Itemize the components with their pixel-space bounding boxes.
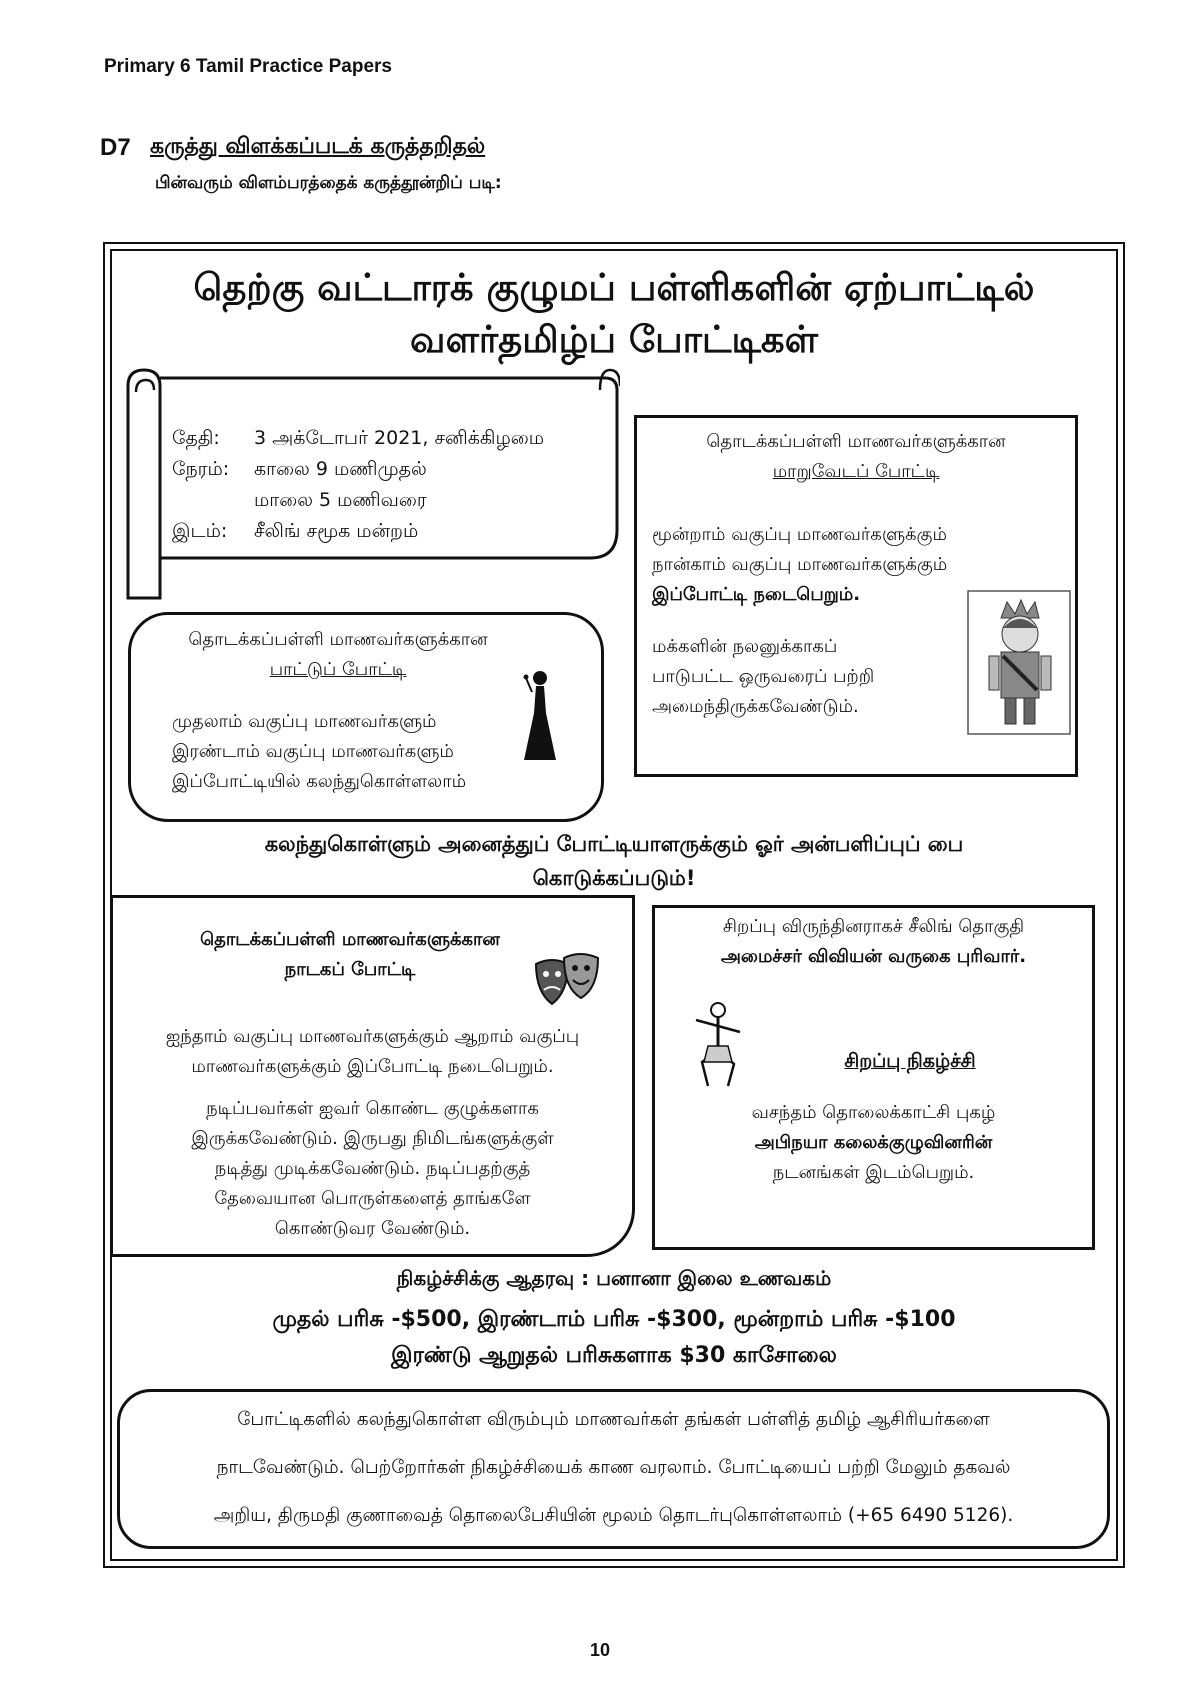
costume-contest-line-3: இப்போட்டி நடைபெறும். (652, 584, 861, 605)
drama-contest-line-7: கொண்டுவர வேண்டும். (274, 1218, 471, 1239)
song-contest-line-1: முதலாம் வகுப்பு மாணவர்களும் (172, 711, 437, 732)
dancer-icon (688, 1000, 750, 1092)
venue-label: இடம்: (172, 520, 228, 542)
special-show-details (655, 1098, 1092, 1188)
guest-line-1: சிறப்பு விருந்தினராகச் சீலிங் தொகுதி (722, 916, 1025, 937)
costume-contest-line-4: மக்களின் நலனுக்காகப் (652, 636, 838, 657)
time-value-1: காலை 9 மணிமுதல் (254, 458, 427, 480)
drama-contest-body (113, 1022, 632, 1244)
song-contest-name: பாட்டுப் போட்டி (269, 659, 407, 680)
time-value-2: மாலை 5 மணிவரை (254, 489, 427, 511)
question-title: கருத்து விளக்கப்படக் கருத்தறிதல் (150, 134, 486, 159)
guest-line-4: அபிநயா கலைக்குழுவினரின் (754, 1132, 993, 1153)
boy-costume-icon (967, 590, 1071, 735)
sponsor-line: நிகழ்ச்சிக்கு ஆதரவு : பனானா இலை உணவகம் (396, 1266, 832, 1290)
prizes-line-2: இரண்டு ஆறுதல் பரிசுகளாக $30 காசோலை (391, 1343, 837, 1368)
costume-contest-body (652, 520, 947, 610)
gift-announcement (110, 827, 1118, 895)
drama-contest-line-3: நடிப்பவர்கள் ஐவர் கொண்ட குழுக்களாக (206, 1098, 539, 1119)
costume-contest-line-6: அமைந்திருக்கவேண்டும். (652, 696, 859, 717)
contact-line-1: போட்டிகளில் கலந்துகொள்ள விரும்பும் மாணவர்கள் தங்கள் பள்ளித் தமிழ் ஆசிரியர்களை (237, 1409, 990, 1430)
drama-contest-heading: தொடக்கப்பள்ளி மாணவர்களுக்கான (200, 929, 500, 950)
date-value: 3 அக்டோபர் 2021, சனிக்கிழமை (254, 427, 545, 449)
gift-line-2: கொடுக்கப்படும்! (532, 866, 696, 890)
special-show-title: சிறப்பு நிகழ்ச்சி (844, 1050, 976, 1072)
costume-contest-line-5: பாடுபட்ட ஒருவரைப் பற்றி (652, 666, 875, 687)
event-info (172, 423, 544, 547)
drama-contest-line-5: நடித்து முடிக்கவேண்டும். நடிப்பதற்குத் (214, 1158, 531, 1179)
contact-info (120, 1396, 1107, 1540)
prizes (110, 1302, 1118, 1374)
costume-contest-line-2: நான்காம் வகுப்பு மாணவர்களுக்கும் (652, 554, 948, 575)
song-contest-line-2: இரண்டாம் வகுப்பு மாணவர்களும் (172, 741, 454, 762)
drama-contest-line-2: மாணவர்களுக்கும் இப்போட்டி நடைபெறும். (191, 1056, 554, 1077)
page-header: Primary 6 Tamil Practice Papers (104, 56, 392, 77)
costume-contest-heading: தொடக்கப்பள்ளி மாணவர்களுக்கான (706, 431, 1006, 452)
guest-announcement (655, 912, 1092, 972)
drama-masks-icon (530, 952, 604, 1012)
poster-title-line-1: தெற்கு வட்டாரக் குழுமப் பள்ளிகளின் ஏற்பாட்டில் (193, 266, 1035, 309)
poster-title (110, 262, 1118, 366)
date-label: தேதி: (172, 427, 220, 449)
song-contest-heading: தொடக்கப்பள்ளி மாணவர்களுக்கான (188, 629, 488, 650)
costume-contest-name: மாறுவேடப் போட்டி (772, 461, 940, 482)
song-contest-body (172, 707, 466, 797)
poster-title-line-2: வளர்தமிழ்ப் போட்டிகள் (410, 318, 818, 361)
drama-contest-name: நாடகப் போட்டி (284, 959, 416, 980)
venue-value: சீலிங் சமூக மன்றம் (254, 520, 419, 542)
song-contest-header (128, 625, 548, 685)
prizes-line-1: முதல் பரிசு -$500, இரண்டாம் பரிசு -$300, மூன்றாம் பரிசு -$100 (272, 1307, 956, 1332)
guest-line-3: வசந்தம் தொலைக்காட்சி புகழ் (751, 1102, 996, 1123)
song-contest-line-3: இப்போட்டியில் கலந்துகொள்ளலாம் (172, 771, 467, 792)
costume-contest-line-1: மூன்றாம் வகுப்பு மாணவர்களுக்கும் (652, 524, 947, 545)
drama-contest-line-6: தேவையான பொருள்களைத் தாங்களே (214, 1188, 531, 1209)
contact-line-3: அறிய, திருமதி குணாவைத் தொலைபேசியின் மூலம் தொடர்புகொள்ளலாம் (+65 6490 5126). (213, 1505, 1014, 1526)
drama-contest-line-1: ஐந்தாம் வகுப்பு மாணவர்களுக்கும் ஆறாம் வகுப்பு (165, 1026, 580, 1047)
question-code: D7 (100, 134, 131, 161)
page-number: 10 (589, 1640, 611, 1660)
costume-contest-body-2 (652, 632, 874, 722)
guest-line-2: அமைச்சர் விவியன் வருகை புரிவார். (720, 946, 1027, 967)
gift-line-1: கலந்துகொள்ளும் அனைத்துப் போட்டியாளருக்கும் ஓர் அன்பளிப்புப் பை (264, 832, 964, 856)
drama-contest-header (125, 925, 575, 985)
drama-contest-line-4: இருக்கவேண்டும். இருபது நிமிடங்களுக்குள் (191, 1128, 554, 1149)
contact-line-2: நாடவேண்டும். பெற்றோர்கள் நிகழ்ச்சியைக் காண வரலாம். போட்டியைப் பற்றி மேலும் தகவல் (216, 1457, 1011, 1478)
time-label: நேரம்: (172, 458, 230, 480)
guest-line-5: நடனங்கள் இடம்பெறும். (772, 1162, 975, 1183)
costume-contest-header (637, 427, 1075, 487)
singer-icon (518, 668, 558, 768)
question-instruction: பின்வரும் விளம்பரத்தைக் கருத்தூன்றிப் படி: (155, 173, 502, 193)
